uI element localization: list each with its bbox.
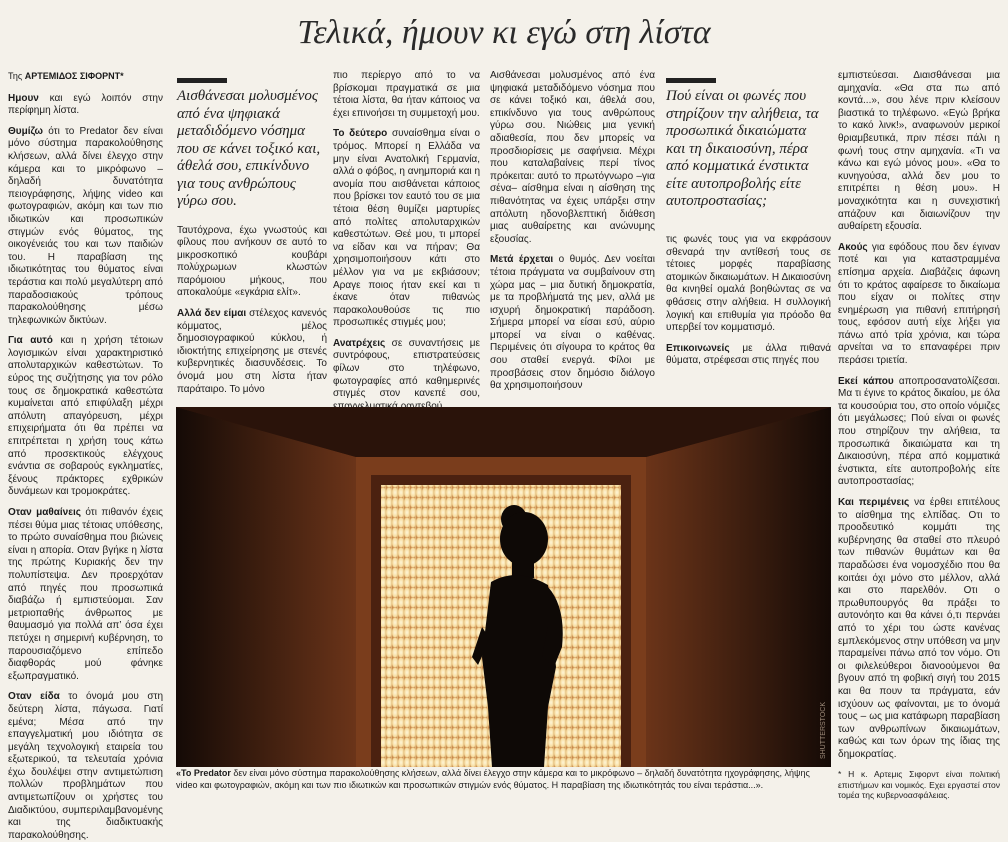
pull-quote-bar [177,78,227,83]
silhouette-photo-illustration [176,407,831,767]
pull-quote-2: Πού είναι οι φωνές που στηρίζουν την αλήθεια, τα προσωπικά δικαιώματα και τη δικαιοσύνη, πέρα από κομματικά ένστικτα είτε αυτοπροβολής είτε αυτοπροστασίας; [666,88,819,209]
paragraph-text: συναίσθημα είναι ο τρόμος. Μπορεί η Ελλάδα να μην είναι Ανατολική Γερμανία, αλλά ο φόβος, η ανημποριά και η ανομία που αισθάνεται κάποιος που βρίσκει τον εαυτό του σε μια τέτοια θέση θυμίζει μαρτυρίες από πολίτες απολυταρχικών καθεστώτων. Θεέ μου, τι μπορεί να είδαν και να πήραν; Θα χρησιμοποιήσουν κάτι στο μέλλον για να με εκβιάσουν; Αραγε ποιος ήταν εκεί και τι έκανε όταν πιθανώς παρακολουθούσε τις πιο προσωπικές στιγμές μου; [333,128,481,329]
article-paragraph [333,338,480,414]
article-paragraph [490,254,655,393]
paragraph-lead-in: Ανατρέχεις [333,337,386,349]
column-1-body [8,93,163,842]
paragraph-lead-in: Οταν μαθαίνεις [8,507,81,518]
column-6-body [838,70,1000,761]
paragraph-lead-in: Αλλά δεν είμαι [177,308,247,320]
column-5-body [666,234,831,368]
article-paragraph [838,376,1000,489]
paragraph-lead-in: Ακούς [838,241,868,253]
caption-lead: «Το Predator [176,768,231,778]
paragraph-lead-in: Το δεύτερο [333,128,388,140]
article-paragraph [8,126,163,328]
column-4-body [490,70,655,393]
article-paragraph [8,507,163,683]
article-paragraph [333,70,480,120]
article-paragraph [490,70,655,246]
article-paragraph [333,128,480,330]
paragraph-text: ότι πιθανόν έχεις πέσει θύμα μιας τέτοιας υπόθεσης, το πρώτο συναίσθημα που βιώνεις είναι η απορία. Οταν βγήκε η λίστα της πρώτης Κυριακής δεν την πολυπίστεψα. Δεν προερχόταν από πηγές που προσωπικά διαβάζω ή εμπιστεύομαι. Σαν μετριοπαθής άνθρωπος με θαυμασμό για πολλά απ’ όσα έχει πετύχει η σημερινή κυβέρνηση, το παρουσιαζόμενο επίπεδο διαφθοράς μού φάνηκε εξωπραγματικό. [8,507,163,682]
column-2 [177,78,327,406]
column-1 [8,70,164,841]
paragraph-lead-in: Για αυτό [8,335,53,347]
paragraph-text: Αισθάνεσαι μολυσμένος από ένα ψηφιακά μεταδιδόμενο νόσημα που σε κάνει τοξικό και, άθελά σου, επικίνδυνο για τους ανθρώπους γύρω σου. Νιώθεις μια γενική αδιαθεσία, που δεν μπορείς να προσδιορίσεις με σαφήνεια. Μέχρι που καταλαβαίνεις περί τίνος πρόκειται: αυτό το πρωτόγνωρο –για σένα– αίσθημα είναι η αίσθηση της πιθανότητας να έχεις υπάρξει στην απόλυτη ηδονοβλεπτική διάθεση μιας αυθαίρετης και ανώνυμης εξουσίας. [490,70,655,245]
paragraph-text: και η χρήση τέτοιων λογισμικών είναι χαρακτηριστικό απολυταρχικών καθεστώτων. Το εύρος της συζήτησης για τον ρόλο τους σε δημοκρατικά καθεστώτα κυμαίνεται από επιφύλαξη μέχρι απόλυτη απαγόρευση, μέχρι επιχειρήματα ότι θα πρέπει να επιτρέπεται η χρήση τους κάτω από προσεκτικούς ελέγχους ενάντια σε σοβαρούς εγκληματίες, ξένους πράκτορες εχθρικών δυνάμεων και τρομοκράτες. [8,335,163,498]
article-paragraph [177,225,327,301]
paragraph-text: να έρθει επιτέλους το αίσθημα της ελπίδας. Οτι το προοδευτικό κομμάτι της κυβέρνησης θα σταθεί στο πλευρό των πιθανών θυμάτων και θα παραδώσει ένα νομοσχέδιο που θα κοιτάει όχι μόνο στο μέλλον, αλλά και στο παρελθόν. Οτι ο πρωθυπουργός θα πράξει το αυτονόητο και θα κάνει ό,τι περνάει από το χέρι του ώστε κανένας εμπλεκόμενος στην υπόθεση να μην παραμείνει πάνω από τον νόμο. Οτι οι φιλελεύθεροι διανοούμενοι θα βγουν από τη φοβική σιγή του 2015 και θα πουν τα πράγματα, εάν ισχύουν ως φαίνονται, με το όνομά τους – ως μια κατάφωρη παραβίαση των ανθρωπίνων δικαιωμάτων, καθώς και των όρων της ίδιας της δημοκρατίας. [838,497,1000,760]
article-paragraph [838,70,1000,234]
article-paragraph [8,335,163,499]
paragraph-text: για εφόδους που δεν έγιναν ποτέ και για καταστραμμένα επίσημα αρχεία. Διαβάζεις άφωνη ότι το κράτος αφαίρεσε το δικαίωμα που είχαν οι πολίτες στην ενημέρωση για πιθανή επιτήρησή τους, εφόσον αυτή είχε λήξει για πάνω από τρία χρόνια, και τώρα αρνείται να το επαναφέρει πριν περάσει τριετία. [838,241,1000,367]
column-2-body [177,225,327,397]
paragraph-lead-in: Μετά έρχεται [490,254,554,266]
paragraph-lead-in: Και περιμένεις [838,497,910,508]
column-3-body [333,70,480,413]
pull-quote-2-block [666,78,826,225]
pull-quote-1: Αισθάνεσαι μολυσμένος από ένα ψηφιακά μεταδιδόμενο νόσημα που σε κάνει τοξικό και, άθελά σου, επικίνδυνο για τους ανθρώπους γύρω σου. [177,88,321,209]
photo-caption [176,768,831,791]
paragraph-text: σε συναντήσεις με συντρόφους, επιστρατεύσεις φίλων στο τηλέφωνο, φωτογραφίες από καθημερινές στιγμές στον κανεπέ σου, [333,337,480,400]
paragraph-lead-in: Οταν είδα [8,691,60,703]
paragraph-text: τις φωνές τους για να εκφράσουν σθεναρά την αντίθεσή τους σε τέτοιες μορφές παραβίασης ατομικών δικαιωμάτων. Η Δικαιοσύνη θα κινηθεί ομαλά βοηθώντας σε να φθάσεις στην αλήθεια. Η συλλογική λογική και επιθυμία για πρόοδο θα υπερβεί τον κομματισμό. [666,234,831,334]
column-4 [490,70,655,406]
paragraph-text: ο θυμός. Δεν νοείται τέτοια πράγματα να συμβαίνουν στη χώρα μας – μια δυτική δημοκρατία, με τα προβλήματά της μεν, αλλά με ισχυρή δημοκρατική παράδοση. Σήμερα μπορεί να είσαι εσύ, αύριο μπορεί να είναι ο καθένας. Περιμένεις ότι σίγουρα το κράτος θα σου σταθεί ενεργά. Φίλοι με προσβάσεις στον δημόσιο διάλογο θα χρησιμοποιήσουν [490,254,656,392]
paragraph-text: αποπροσανατολίζεσαι. Μα τι έγινε το κράτος δικαίου, με όλα τα κουσούρια του, στο οποίο νόμιζες ότι μεγάλωσες; Πού είναι οι φωνές που στηρίζουν την αλήθεια, τα προσωπικά δικαιώματα και τη Δικαιοσύνη, πέρα από κομματικά ένστικτα, είτε αυτοπροβολής είτε αυτοπροστασίας; [838,375,1000,488]
article-paragraph [8,691,163,842]
column-5 [666,234,831,406]
article-paragraph [177,308,327,396]
paragraph-text: πιο περίεργο από το να βρίσκομαι πραγματικά σε μια τέτοια λίστα, θα ήταν κάποιος να έχει επινοήσει τη συμμετοχή μου. [333,70,480,119]
paragraph-text: Ταυτόχρονα, έχω γνωστούς και φίλους που ανήκουν σε αυτό το μικροσκοπικό κουβάρι πολύχρωμων κλωστών παρόμοιου μήκους, που αποκαλούμε «εγκάρια ελίτ». [177,224,327,299]
article-paragraph [838,497,1000,761]
article-paragraph [838,242,1000,368]
paragraph-lead-in: Επικοινωνείς [666,342,730,354]
article-paragraph [666,343,831,368]
paragraph-text: και εγώ λοιπόν στην περίφημη λίστα. [8,92,163,117]
headline: Τελικά, ήμουν κι εγώ στη λίστα [297,14,711,51]
paragraph-text: με άλλα πιθανά θύματα, στρέφεσαι στις πηγές που [666,342,831,367]
author-footnote: * Η κ. Αρτεμις Σιφορντ είναι πολιτική επιστήμων και νομικός. Εχει εργαστεί στον τομέα της κυβερνοασφάλειας. [838,769,1000,801]
paragraph-text: εμπιστεύεσαι. Διαισθάνεσαι μια αμηχανία. «Θα στα πω από κοντά...», σου λένε πριν κλείσουν βιαστικά το τηλέφωνο. «Εγώ βρήκα το κακό λινκ!», αναφωνούν μερικοί θριαμβευτικά, πριν πέσει πάλι η φωνή τους στην αμηχανία. «Τι να κάνω και εγώ μόνος μου». «Θα το κυνηγούσα, αλλά δεν μου το επιτρέπει η θέση μου». Η μοναχικότητα και η συνεχιστική απάζουν και διαιωνίζουν την αυθαίρετη εξουσία. [838,70,1000,233]
column-3 [333,70,480,406]
article-photo [176,407,831,767]
paragraph-text: ότι το Predator δεν είναι μόνο σύστημα παρακολούθησης κλήσεων, αλλά δίνει έλεγχο στην κάμερα και το μικρόφωνο – δηλαδή δυνατότητα πειογράφησης, λήψης video και φωτογραφιών, ακόμη και των πιο ιδιωτικών και προσωπικών στιγμών ενός θύματος, της οικογένειάς του και των παιδιών του. Η παραβίαση της ιδιωτικότητας του θύματος είναι τεράστια και πολύ μεγαλύτερη από παραδοσιακούς τρόπους παρακολούθησης μέσω τηλεφωνικών δικτύων. [8,125,163,326]
paragraph-text: το όνομά μου στη δεύτερη λίστα, πάγωσα. Γιατί εμένα; Μέσα από την επαγγελματική μου ιδιότητα σε μεγάλη τεχνολογική εταιρεία του εξωτερικού, τα τελευταία χρόνια έχω δουλέψει στην αντιμετώπιση πολλών προβλημάτων που αντιμετωπίζουν οι χρήστες του Διαδικτύου, συμπεριλαμβανομένης και της διαδικτυακής παρακολούθησης. [8,691,164,841]
byline-author: ΑΡΤΕΜΙΔΟΣ ΣΙΦΟΡΝΤ* [24,71,124,81]
byline-prefix: Της [8,71,23,81]
paragraph-lead-in: Ημουν [8,92,39,104]
byline [8,70,163,83]
caption-text: δεν είναι μόνο σύστημα παρακολούθησης κλήσεων, αλλά δίνει έλεγχο στην κάμερα και το μικρόφωνο – δηλαδή δυνατότητα ηχογράφησης, λήψης video και φωτογραφιών, ακόμη και των πιο ιδιωτικών και προσωπικών στιγμών ενός θύματος. Η παραβίαση της ιδιωτικότητάς του είναι τεράστια...». [176,768,810,790]
photo-credit: SHUTTERSTOCK [820,701,827,759]
article-paragraph [8,93,163,118]
pull-quote-bar [666,78,716,83]
paragraph-text: στέλεχος κανενός κόμματος, μέλος δημοσιογραφικού κύκλου, ή ιδιοκτήτης επιχείρησης με στενές κυβερνητικές διασυνδέσεις. Το όνομά μου στη λίστα ήταν παράταιρο. Το μόνο [177,308,327,395]
article-paragraph [666,234,831,335]
column-6 [838,70,1000,801]
paragraph-lead-in: Θυμίζω [8,125,43,137]
paragraph-lead-in: Εκεί κάπου [838,375,894,387]
